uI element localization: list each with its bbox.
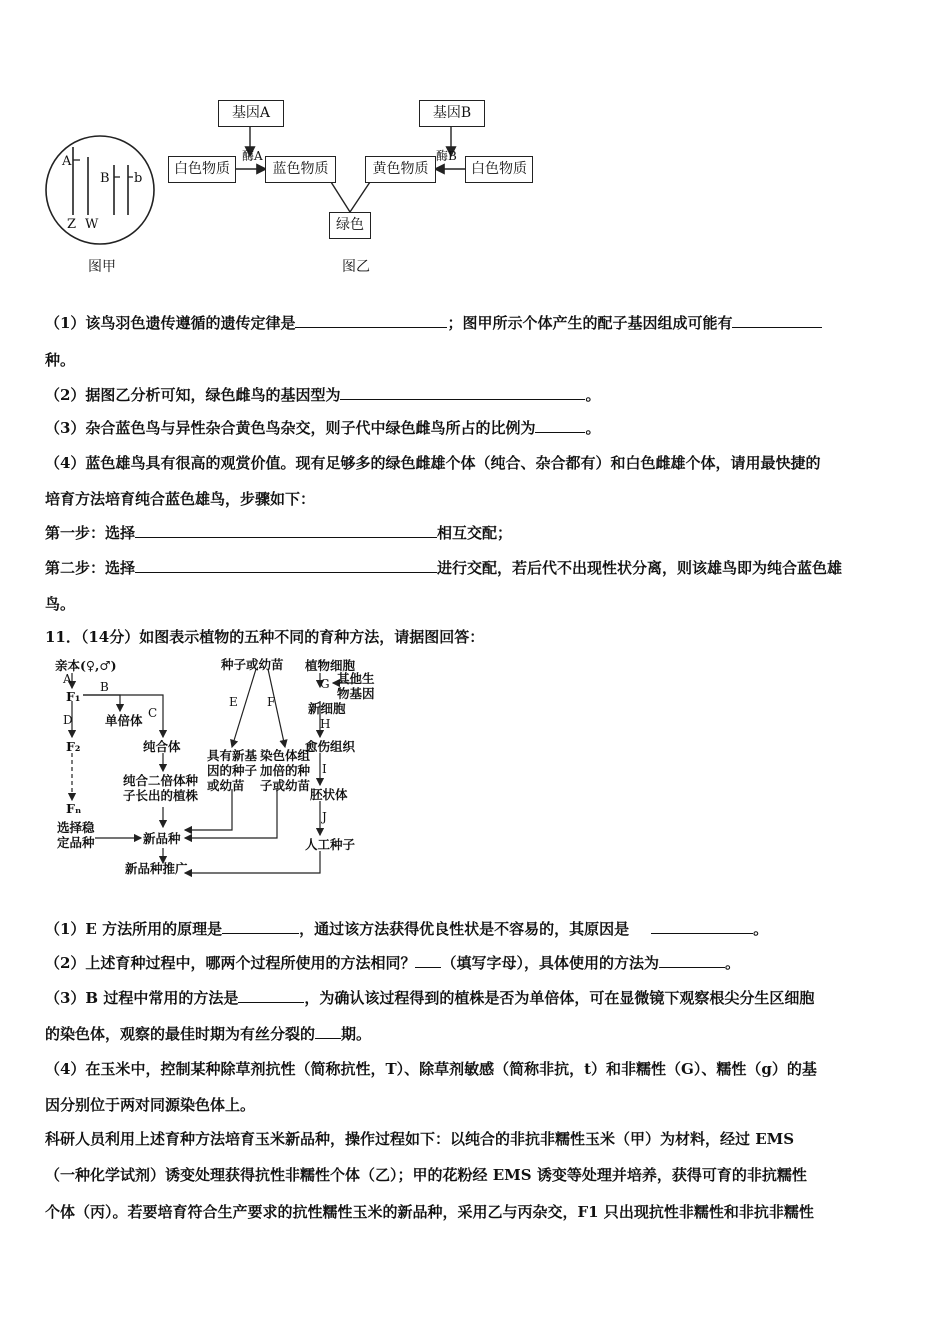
q10-answer-blank-5[interactable] (135, 522, 437, 538)
node-parents: 亲本(♀,♂) (55, 658, 117, 673)
chrom-label-a: A (62, 154, 72, 169)
node-other-gene: 其他生 物基因 (337, 671, 375, 701)
blue-substance-box: 蓝色物质 (265, 156, 336, 183)
q11-title-text: 11．（14分）如图表示植物的五种不同的育种方法，请据图回答： (45, 628, 485, 646)
q11-part1-line (45, 918, 768, 939)
yellow-substance-box: 黄色物质 (365, 156, 436, 183)
q11-part3-line2 (45, 1023, 371, 1044)
node-new-gene-seeds: 具有新基 因的种子 或幼苗 (207, 748, 258, 793)
node-polyploid-seeds: 染色体组 加倍的种 子或幼苗 (260, 748, 311, 793)
cell-diagram (40, 135, 170, 245)
q11-part1-text-a: （1）E 方法所用的原理是 (45, 920, 223, 938)
node-seeds: 种子或幼苗 (221, 657, 284, 672)
q11-para-line3 (45, 1201, 814, 1222)
q10-answer-blank-4[interactable] (535, 417, 585, 433)
q10-part2-text-b: 。 (585, 386, 601, 404)
q10-part3-text-b: 。 (585, 419, 601, 437)
figure-jia (40, 135, 170, 275)
q11-para-text-3: 个体（丙）。若要培育符合生产要求的抗性糯性玉米的新品种，采用乙与丙杂交，F1 只出现抗性非糯性和非抗非糯性 (45, 1203, 814, 1221)
q10-part1-text-c: 种。 (45, 351, 76, 369)
q10-step2-text-a: 第二步：选择 (45, 559, 136, 577)
green-box: 绿色 (329, 212, 371, 239)
q10-part2-text-a: （2）据图乙分析可知，绿色雌鸟的基因型为 (45, 386, 341, 404)
q10-part4-line1 (45, 452, 820, 473)
q11-part3-text-c: 的染色体，观察的最佳时期为有丝分裂的 (45, 1025, 316, 1043)
q10-step1-text-b: 相互交配； (437, 524, 513, 542)
node-f1: F₁ (66, 689, 81, 704)
chrom-label-w: W (85, 217, 99, 232)
q10-step1-line (45, 522, 512, 543)
q11-para-line2 (45, 1164, 807, 1185)
step-label-g: G (320, 677, 330, 691)
q10-step2-text-b: 进行交配，若后代不出现性状分离，则该雄鸟即为纯合蓝色雄 (437, 559, 843, 577)
q10-answer-blank-3[interactable] (340, 384, 585, 400)
step-label-a: A (63, 672, 72, 686)
step-label-j: J (322, 810, 327, 824)
q10-part4-text-b: 培育方法培育纯合蓝色雄鸟，步骤如下： (45, 490, 316, 508)
step-label-h: H (320, 717, 331, 731)
breeding-diagram (55, 655, 375, 887)
figure-yi (165, 95, 540, 280)
node-new-variety: 新品种 (143, 831, 181, 846)
q11-answer-blank-1[interactable] (222, 918, 299, 934)
chrom-label-z: Z (67, 217, 77, 232)
figure-jia-caption: 图甲 (88, 259, 116, 275)
q11-part4-text-b: 因分别位于两对同源染色体上。 (45, 1096, 256, 1114)
enzyme-a-label: 酶A (242, 149, 263, 163)
q11-para-line1 (45, 1128, 794, 1149)
q11-para-text-2: （一种化学试剂）诱变处理获得抗性非糯性个体（乙）；甲的花粉经 EMS 诱变等处理并培养，获得可育的非抗糯性 (45, 1166, 807, 1184)
node-artificial-seed: 人工种子 (305, 837, 356, 852)
node-new-cell: 新细胞 (308, 701, 346, 716)
q11-title (45, 626, 484, 647)
q10-part4-line2 (45, 488, 315, 509)
q10-part1-text-b: ；图甲所示个体产生的配子基因组成可能有 (447, 314, 733, 332)
q10-step2-line2 (45, 593, 75, 614)
q10-step2-text-c: 鸟。 (45, 595, 76, 613)
q10-answer-blank-1[interactable] (295, 312, 447, 328)
white-substance-right-box: 白色物质 (465, 156, 533, 183)
q11-part4-line1 (45, 1058, 817, 1079)
q11-part3-text-b: ，为确认该过程得到的植株是否为单倍体，可在显微镜下观察根尖分生区细胞 (304, 989, 815, 1007)
q11-part4-line2 (45, 1094, 255, 1115)
node-select-stable: 选择稳 定品种 (57, 820, 95, 850)
node-f2: F₂ (66, 739, 81, 754)
q10-part1-text-a: （1）该鸟羽色遗传遵循的遗传定律是 (45, 314, 296, 332)
node-dihaploid-plant: 纯合二倍体种 子长出的植株 (123, 773, 199, 803)
q11-part3-line1 (45, 987, 814, 1008)
step-label-d: D (63, 713, 73, 727)
node-fn: Fₙ (66, 801, 82, 816)
q11-part3-text-a: （3）B 过程中常用的方法是 (45, 989, 239, 1007)
q11-answer-blank-4[interactable] (659, 952, 725, 968)
q11-part4-text-a: （4）在玉米中，控制某种除草剂抗性（简称抗性，T）、除草剂敏感（简称非抗，t）和非糯性（G）、糯性（g）的基 (45, 1060, 817, 1078)
q11-para-text-1: 科研人员利用上述育种方法培育玉米新品种，操作过程如下：以纯合的非抗非糯性玉米（甲）为材料，经过 EMS (45, 1130, 795, 1148)
chrom-label-b-upper: B (100, 171, 110, 186)
q11-answer-blank-6[interactable] (315, 1023, 341, 1039)
node-plant-cell: 植物细胞 (305, 658, 356, 673)
q10-part1-line (45, 312, 822, 333)
step-label-f: F (267, 695, 276, 709)
q10-part2-line (45, 384, 600, 405)
step-label-c: C (148, 706, 158, 720)
q10-part4-text-a: （4）蓝色雄鸟具有很高的观赏价值。现有足够多的绿色雌雄个体（纯合、杂合都有）和白色雌雄个体，请用最快捷的 (45, 454, 821, 472)
q11-part1-text-b: ，通过该方法获得优良性状是不容易的，其原因是 (299, 920, 630, 938)
q11-answer-blank-3[interactable] (415, 952, 441, 968)
q11-part2-text-c: 。 (724, 954, 740, 972)
gene-b-box: 基因B (419, 100, 485, 127)
node-promote: 新品种推广 (125, 861, 188, 876)
q11-part3-text-d: 期。 (341, 1025, 372, 1043)
q10-part1-line2 (45, 349, 75, 370)
white-substance-left-box: 白色物质 (168, 156, 236, 183)
q10-answer-blank-6[interactable] (135, 557, 437, 573)
step-label-b: B (100, 680, 109, 694)
q10-part3-text-a: （3）杂合蓝色鸟与异性杂合黄色鸟杂交，则子代中绿色雌鸟所占的比例为 (45, 419, 536, 437)
node-haploid: 单倍体 (105, 713, 143, 728)
q11-part2-text-a: （2）上述育种过程中，哪两个过程所使用的方法相同？ (45, 954, 416, 972)
q11-part1-text-c: 。 (753, 920, 769, 938)
q10-part3-line (45, 417, 600, 438)
node-callus: 愈伤组织 (305, 739, 356, 754)
q11-answer-blank-2[interactable] (651, 918, 753, 934)
q11-part2-text-b: （填写字母），具体使用的方法为 (441, 954, 659, 972)
q10-step2-line (45, 557, 842, 578)
step-label-e: E (229, 695, 238, 709)
q11-part2-line (45, 952, 740, 973)
q11-answer-blank-5[interactable] (238, 987, 304, 1003)
enzyme-b-label: 酶B (436, 149, 457, 163)
gene-a-box: 基因A (218, 100, 284, 127)
q10-step1-text-a: 第一步：选择 (45, 524, 136, 542)
step-label-i: I (322, 762, 327, 776)
figure-yi-caption: 图乙 (342, 259, 370, 275)
q10-answer-blank-2[interactable] (732, 312, 822, 328)
node-pure: 纯合体 (143, 739, 181, 754)
chrom-label-b-lower: b (134, 171, 143, 186)
node-embryoid: 胚状体 (310, 787, 348, 802)
